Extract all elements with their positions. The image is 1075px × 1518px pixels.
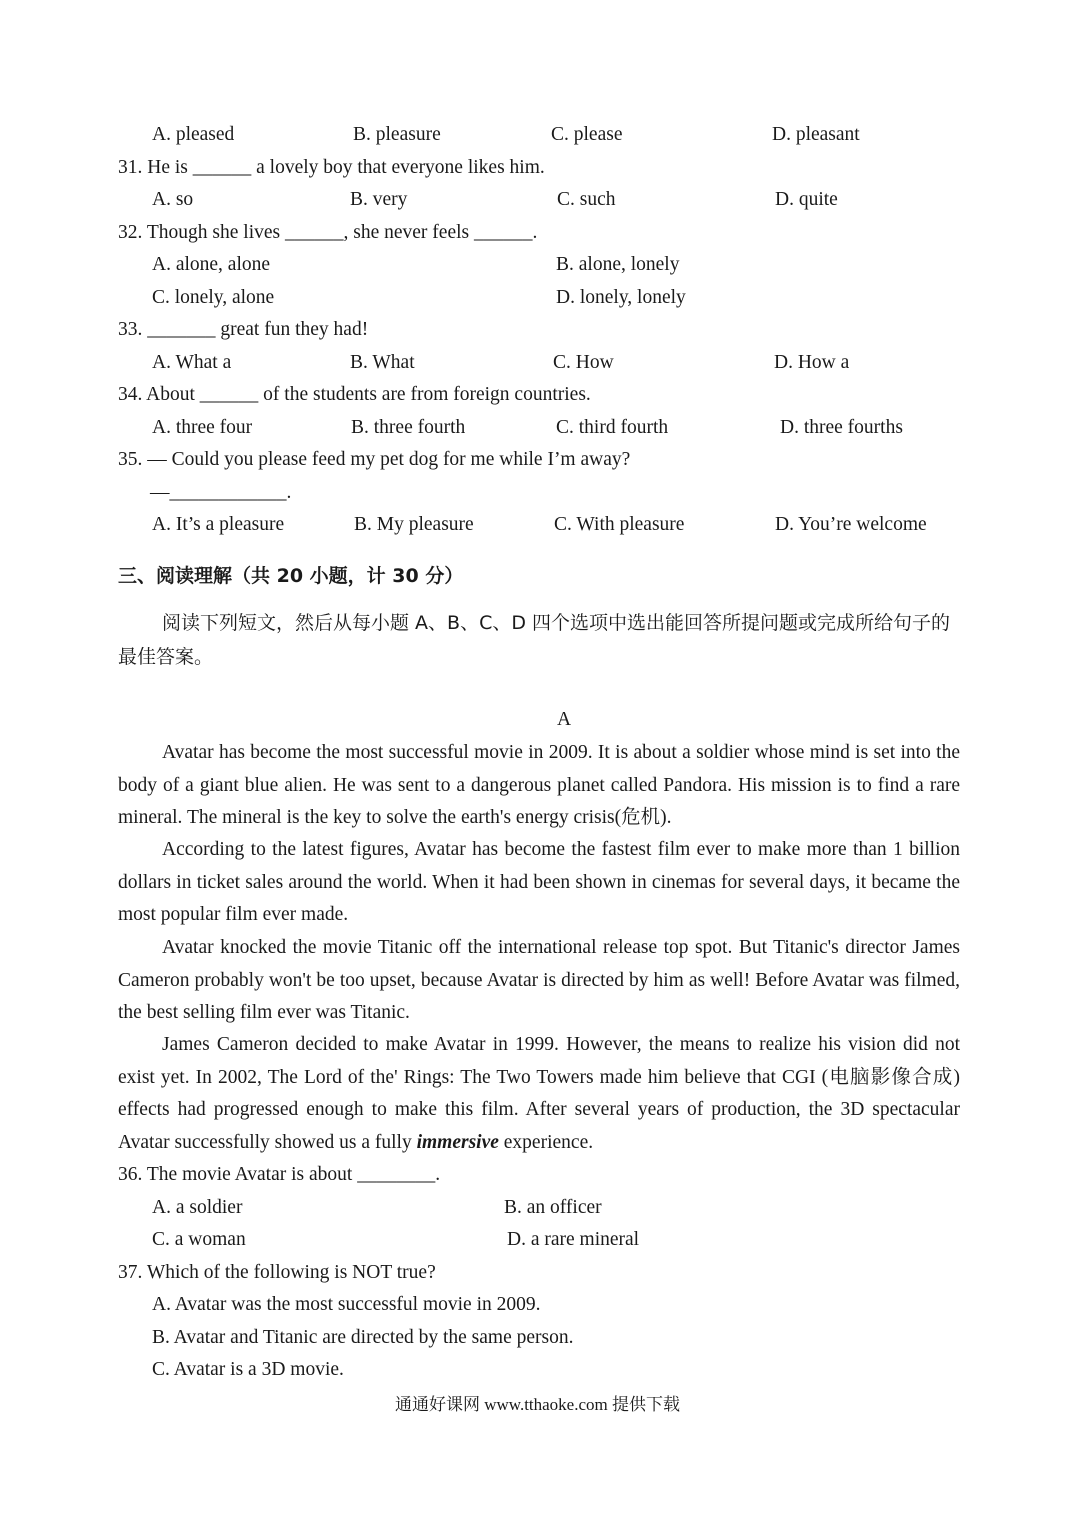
instructions: 阅读下列短文，然后从每小题 A、B、C、D 四个选项中选出能回答所提问题或完成所给句子的最佳答案。 (118, 612, 951, 668)
q32-option-d: D. lonely, lonely (556, 287, 686, 308)
q30-option-a: A. pleased (152, 124, 235, 145)
q34-stem: 34. About ______ of the students are from foreign countries. (118, 384, 591, 405)
q33-option-d: D. How a (774, 352, 850, 373)
q34-option-d: D. three fourths (780, 417, 903, 438)
q35-option-b: B. My pleasure (354, 514, 474, 535)
paragraph-4-text: James Cameron decided to make Avatar in 1999. However, the means to realize his vision did not exist yet. In 2002, The Lord of the' Rings: The Two Towers made him believe that CGI (电脑影像合成) effects had progressed enough to make this film. After several years of production, the 3D spectacular Avatar successfully showed us a fully (118, 1034, 960, 1153)
q31-option-b: B. very (350, 189, 408, 210)
q32-option-b: B. alone, lonely (556, 254, 680, 275)
q31-option-a: A. so (152, 189, 194, 210)
q30-option-d: D. pleasant (772, 124, 860, 145)
q36-stem: 36. The movie Avatar is about ________. (118, 1164, 441, 1185)
paragraph-1: Avatar has become the most successful movie in 2009. It is about a soldier whose mind is set into the body of a giant blue alien. He was sent to a dangerous planet called Pandora. His mission is to find a rare mineral. The mineral is the key to solve the earth's energy crisis(危机). (118, 742, 960, 828)
paragraph-3: Avatar knocked the movie Titanic off the international release top spot. But Titanic's director James Cameron probably won't be too upset, because Avatar is directed by him as well! Before Avatar was filmed, the best selling film ever was Titanic. (118, 937, 960, 1023)
q30-option-b: B. pleasure (353, 124, 441, 145)
q35-option-a: A. It’s a pleasure (152, 514, 285, 535)
q32-option-c: C. lonely, alone (152, 287, 275, 308)
paragraph-4 (118, 1029, 960, 1159)
q34-option-b: B. three fourth (351, 417, 466, 438)
q35-reply: —____________. (150, 482, 292, 503)
q36-option-d: D. a rare mineral (507, 1229, 640, 1250)
q35-option-d: D. You’re welcome (775, 514, 927, 535)
q31-option-d: D. quite (775, 189, 838, 210)
q35-option-c: C. With pleasure (554, 514, 685, 535)
emphasized-word: immersive (416, 1131, 499, 1153)
q34-option-a: A. three four (152, 417, 253, 438)
q30-option-c: C. please (551, 124, 623, 145)
q33-option-b: B. What (350, 352, 415, 373)
q32-option-a: A. alone, alone (152, 254, 271, 275)
q37-option-a: A. Avatar was the most successful movie in 2009. (152, 1294, 541, 1315)
section-heading: 三、阅读理解（共 20 小题，计 30 分） (118, 565, 464, 587)
q36-option-b: B. an officer (504, 1197, 602, 1218)
q33-option-c: C. How (553, 352, 614, 373)
q37-option-b: B. Avatar and Titanic are directed by the same person. (152, 1327, 574, 1348)
q37-option-c: C. Avatar is a 3D movie. (152, 1359, 344, 1380)
q34-option-c: C. third fourth (556, 417, 669, 438)
footer-source: 通通好课网 www.tthaoke.com 提供下载 (394, 1395, 681, 1414)
q33-option-a: A. What a (152, 352, 232, 373)
q31-stem: 31. He is ______ a lovely boy that everyone likes him. (118, 157, 545, 178)
q36-option-a: A. a soldier (152, 1197, 243, 1218)
q32-stem: 32. Though she lives ______, she never feels ______. (118, 222, 538, 243)
q31-option-c: C. such (557, 189, 616, 210)
paragraph-4-end: experience. (498, 1131, 594, 1153)
paragraph-2: According to the latest figures, Avatar has become the fastest film ever to make more than 1 billion dollars in ticket sales around the world. When it had been shown in cinemas for several days, it became the most popular film ever made. (118, 839, 960, 925)
q37-stem: 37. Which of the following is NOT true? (118, 1262, 436, 1283)
passage-title: A (557, 709, 572, 730)
q35-stem: 35. — Could you please feed my pet dog for me while I’m away? (118, 449, 631, 470)
q33-stem: 33. _______ great fun they had! (118, 319, 369, 340)
q36-option-c: C. a woman (152, 1229, 246, 1250)
